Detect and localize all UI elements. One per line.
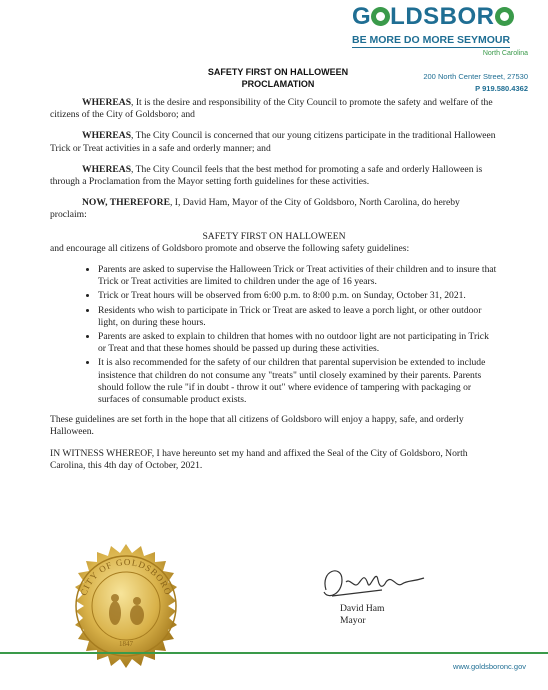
title-line-1: SAFETY FIRST ON HALLOWEEN bbox=[207, 67, 349, 77]
encourage-paragraph: and encourage all citizens of Goldsboro promote and observe the following safety guidelines: bbox=[50, 242, 410, 254]
guideline-item: • Residents who wish to participate in Trick or Treat are asked to leave a porch light, or other outdoor light, on during these hours. bbox=[98, 305, 498, 329]
logo-letter-g: G bbox=[352, 3, 372, 30]
closing-paragraph: These guidelines are set forth in the hope that all citizens of Goldsboro will enjoy a happy, safe, and orderly Halloween. bbox=[50, 414, 464, 438]
document-title bbox=[178, 66, 378, 90]
city-logo bbox=[352, 4, 532, 57]
title-line-2: PROCLAMATION bbox=[241, 79, 315, 89]
seal-ring-text: CITY OF GOLDSBORO bbox=[78, 556, 174, 597]
mayor-signature bbox=[312, 560, 432, 605]
seal-year: 1847 bbox=[119, 640, 133, 648]
proclamation-body bbox=[50, 97, 498, 481]
city-seal-icon bbox=[63, 543, 189, 669]
logo-state: North Carolina bbox=[482, 50, 528, 57]
logo-tagline: BE MORE DO MORE SEYMOUR bbox=[352, 34, 511, 46]
logo-wordmark bbox=[352, 4, 532, 30]
logo-o-icon bbox=[371, 7, 390, 26]
footer-divider bbox=[0, 652, 548, 654]
whereas-paragraph: WHEREAS, The City Council is concerned that our young citizens participate in the traditional Halloween Trick or Treat activities in a safe and orderly manner; and bbox=[50, 130, 496, 154]
witness-paragraph: IN WITNESS WHEREOF, I have hereunto set my hand and affixed the Seal of the City of Goldsboro, North Carolina, this 4th day of October, 2021. bbox=[50, 447, 468, 471]
whereas-paragraph: WHEREAS, The City Council feels that the best method for promoting a safe and orderly Halloween is through a Proclamation from the Mayor setting forth guidelines for these activities. bbox=[50, 163, 483, 188]
logo-o-icon bbox=[495, 7, 514, 26]
guideline-item: • It is also recommended for the safety of our children that parental supervision be extended to include insistence that children do not consume any "treats" until closely examined by their parents. Parents should follow the rule "if in doubt - throw it out" where evidence of tampering with packaging or surfaces of consumable product exists. bbox=[98, 357, 498, 406]
guideline-item: • Parents are asked to explain to children that homes with no outdoor light are not participating in Trick or Treat and that these homes should be passed up during these activities. bbox=[98, 331, 498, 355]
contact-phone: P 919.580.4362 bbox=[475, 84, 528, 93]
guideline-item: • Trick or Treat hours will be observed from 6:00 p.m. to 8:00 p.m. on Sunday, October 31, 2021. bbox=[98, 290, 498, 302]
proclaim-heading: SAFETY FIRST ON HALLOWEEN bbox=[202, 230, 346, 242]
signer-name: David Ham bbox=[340, 603, 385, 614]
now-therefore-paragraph: NOW, THEREFORE, I, David Ham, Mayor of the City of Goldsboro, North Carolina, do hereby proclaim: bbox=[50, 197, 460, 221]
contact-address: 200 North Center Street, 27530 bbox=[423, 72, 528, 81]
guideline-item: • Parents are asked to supervise the Halloween Trick or Treat activities of their children and to insure that Trick or Treat activities are limited to children under the age of 16 years. bbox=[98, 264, 498, 288]
website-link[interactable]: www.goldsboronc.gov bbox=[453, 662, 526, 671]
contact-block bbox=[423, 71, 528, 95]
whereas-paragraph: WHEREAS, It is the desire and responsibility of the City Council to promote the safety and welfare of the citizens of the City of Goldsboro; and bbox=[50, 97, 493, 121]
signer-role: Mayor bbox=[340, 615, 366, 626]
guidelines-list bbox=[50, 264, 498, 406]
logo-word-rest: LDSBOR bbox=[390, 3, 495, 30]
signer-block bbox=[340, 603, 385, 627]
